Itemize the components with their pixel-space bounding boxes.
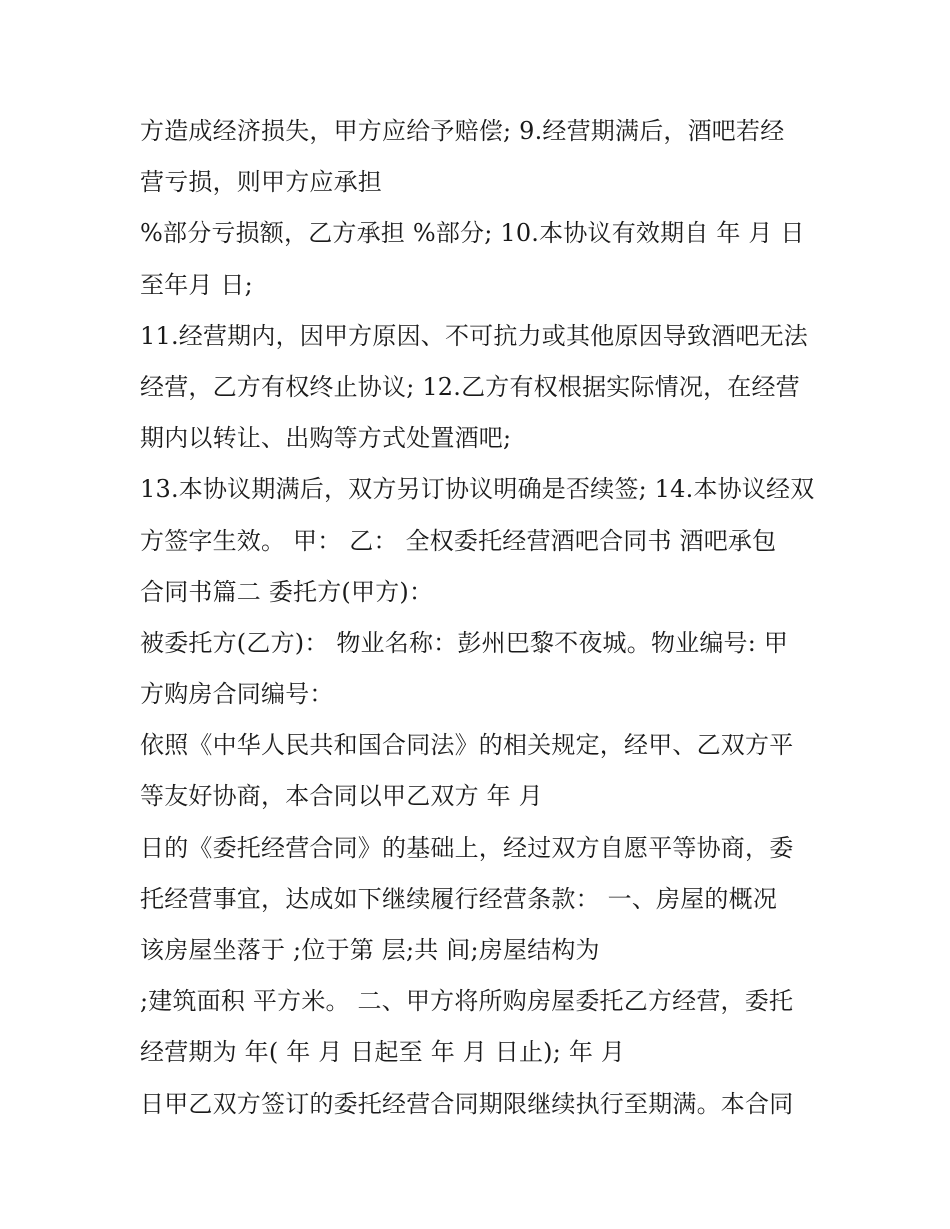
document-body: [140, 106, 830, 1130]
text-line: 托经营事宜，达成如下继续履行经营条款： 一、房屋的概况: [140, 884, 778, 913]
text-line: 营亏损，则甲方应承担: [140, 168, 382, 197]
text-line: 方购房合同编号：: [140, 680, 334, 709]
text-line: 被委托方(乙方)： 物业名称：彭州巴黎不夜城。物业编号: 甲: [140, 628, 789, 657]
text-line: ;建筑面积 平方米。 二、甲方将所购房屋委托乙方经营，委托: [140, 987, 794, 1016]
text-line: 该房屋坐落于 ;位于第 层;共 间;房屋结构为: [140, 936, 600, 964]
text-line: 13.本协议期满后，双方另订协议明确是否续签; 14.本协议经双: [140, 475, 815, 504]
text-line: 至年月 日;: [140, 270, 253, 299]
text-line: 期内以转让、出购等方式处置酒吧;: [140, 424, 512, 453]
text-line: %部分亏损额，乙方承担 %部分; 10.本协议有效期自 年 月 日: [140, 219, 805, 248]
text-line: 等友好协商，本合同以甲乙双方 年 月: [140, 782, 543, 811]
text-line: 合同书篇二 委托方(甲方)：: [140, 577, 434, 606]
text-line: 方签字生效。 甲： 乙： 全权委托经营酒吧合同书 酒吧承包: [140, 526, 777, 555]
text-line: 经营，乙方有权终止协议; 12.乙方有权根据实际情况，在经营: [140, 372, 800, 401]
text-line: 日的《委托经营合同》的基础上，经过双方自愿平等协商，委: [140, 833, 794, 862]
text-line: 方造成经济损失，甲方应给予赔偿; 9.经营期满后，酒吧若经: [140, 117, 785, 145]
text-line: 依照《中华人民共和国合同法》的相关规定，经甲、乙双方平: [140, 731, 794, 760]
text-line: 经营期为 年( 年 月 日起至 年 月 日止); 年 月: [140, 1038, 626, 1067]
text-line: 11.经营期内，因甲方原因、不可抗力或其他原因导致酒吧无法: [140, 321, 808, 350]
text-line: 日甲乙双方签订的委托经营合同期限继续执行至期满。本合同: [140, 1089, 794, 1118]
